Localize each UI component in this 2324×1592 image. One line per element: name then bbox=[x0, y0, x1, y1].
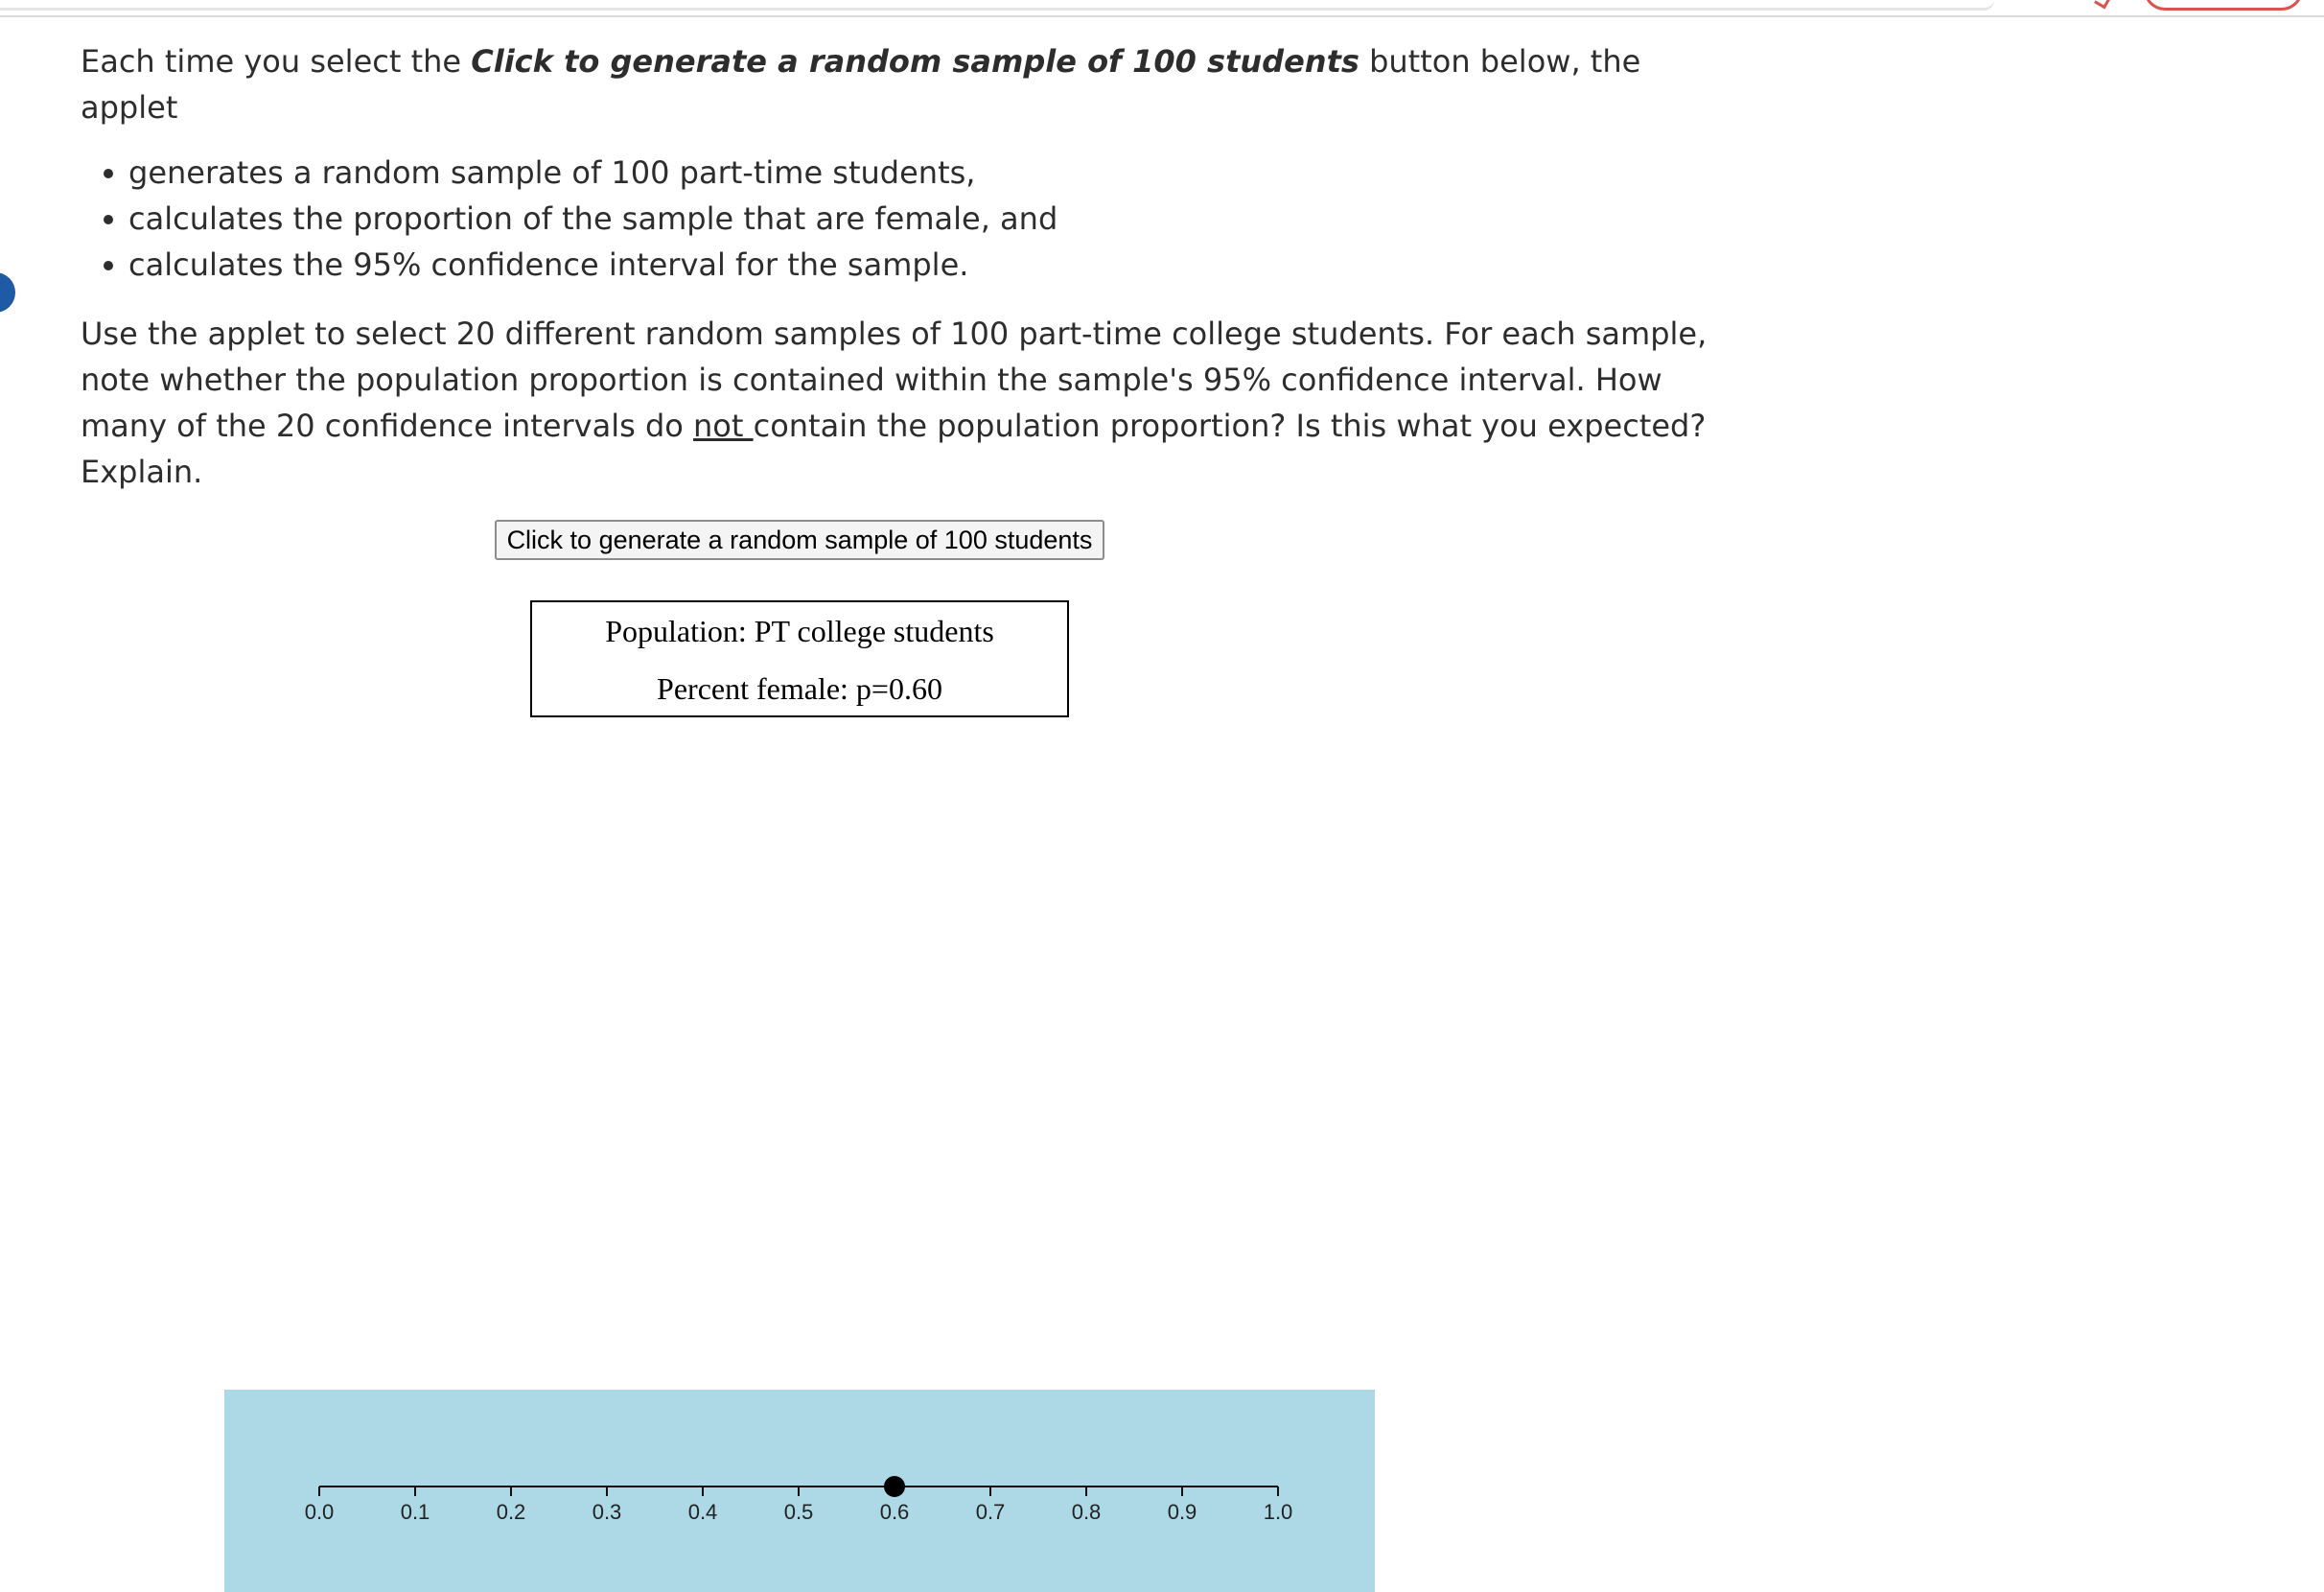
question-text: Use the applet to select 20 different random samples of 100 part-time college students. For each sample, note whether the population proportion is contained within the sample's 95% confidence interval. How many of the 20 confidence intervals do not contain the population proportion? Is this what you expected? Explain. bbox=[81, 316, 1708, 490]
status-check-icon bbox=[2094, 0, 2110, 10]
list-item: generates a random sample of 100 part-time students, bbox=[128, 150, 1730, 196]
population-proportion-point bbox=[884, 1476, 905, 1497]
axis-tick-label: 1.0 bbox=[1263, 1500, 1293, 1524]
list-item: calculates the 95% confidence interval for the sample. bbox=[128, 242, 1730, 288]
generate-sample-button[interactable]: Click to generate a random sample of 100 students bbox=[495, 520, 1104, 560]
axis-tick-label: 0.6 bbox=[879, 1500, 910, 1524]
intro-text: Each time you select the Click to generate a random sample of 100 students button below, the applet bbox=[81, 43, 1641, 126]
axis-tick-label: 0.3 bbox=[592, 1500, 622, 1524]
axis-tick-label: 0.8 bbox=[1071, 1500, 1102, 1524]
corner-action-button[interactable] bbox=[2144, 0, 2303, 11]
axis-tick-label: 0.4 bbox=[687, 1500, 718, 1524]
list-item: calculates the proportion of the sample that are female, and bbox=[128, 196, 1730, 242]
axis-tick-label: 0.0 bbox=[304, 1500, 335, 1524]
top-divider bbox=[0, 15, 2324, 17]
instructions bbox=[81, 38, 1730, 495]
intro-button-name: Click to generate a random sample of 100 students bbox=[471, 43, 1360, 80]
axis-tick-label: 0.9 bbox=[1167, 1500, 1197, 1524]
percent-female-label: Percent female: p=0.60 bbox=[657, 671, 942, 706]
confidence-interval-plot bbox=[224, 1390, 1375, 1592]
axis-tick-label: 0.7 bbox=[975, 1500, 1006, 1524]
applet-steps-list bbox=[81, 150, 1730, 288]
number-line-axis bbox=[224, 1390, 1375, 1592]
axis-tick-label: 0.2 bbox=[496, 1500, 526, 1524]
question-marker-icon[interactable] bbox=[0, 272, 15, 313]
population-info-box bbox=[530, 600, 1069, 717]
top-frame-edge bbox=[0, 0, 1994, 11]
emphasis-not: not bbox=[693, 408, 754, 444]
population-label: Population: PT college students bbox=[605, 614, 994, 648]
axis-tick-label: 0.1 bbox=[400, 1500, 430, 1524]
axis-tick-label: 0.5 bbox=[783, 1500, 814, 1524]
